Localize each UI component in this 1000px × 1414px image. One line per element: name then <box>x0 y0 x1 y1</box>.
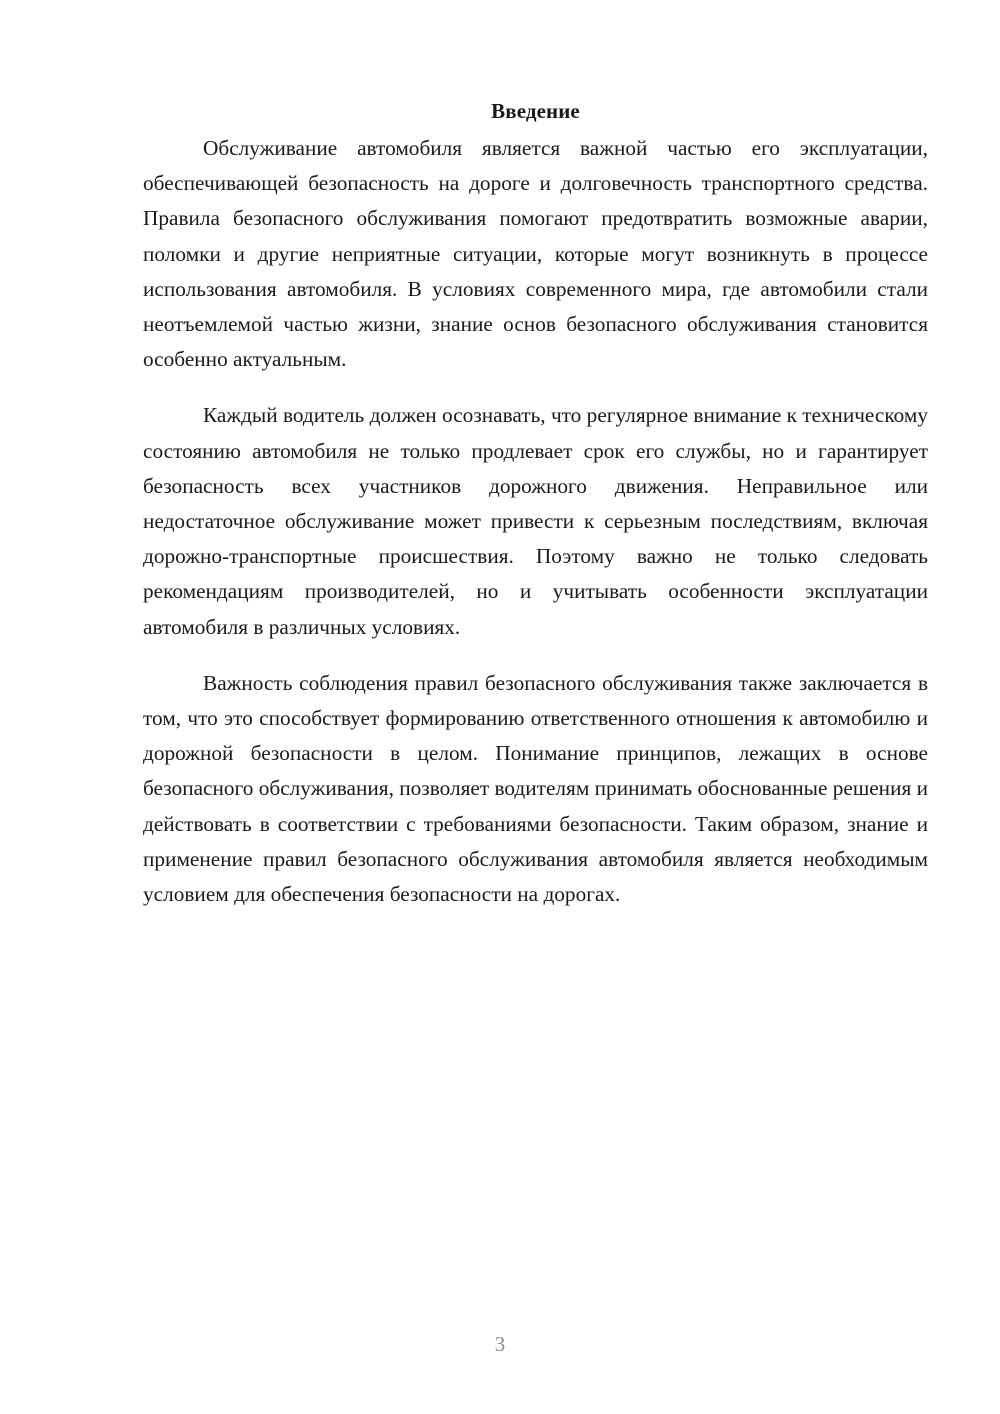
page-title: Введение <box>491 99 580 123</box>
paragraph-2: Каждый водитель должен осознавать, что регулярное внимание к техническому состоянию автомобиля не только продлевает срок его службы, но и гарантирует безопасность всех участников дорожного движения. Неправильное или недостаточное обслуживание может привести к серьезным последствиям, включая дорожно-транспортные происшествия. Поэтому важно не только следовать рекомендациям производителей, но и учитывать особенности эксплуатации автомобиля в различных условиях. <box>143 403 928 639</box>
paragraph-3: Важность соблюдения правил безопасного обслуживания также заключается в том, что это способствует формированию ответственного отношения к автомобилю и дорожной безопасности в целом. Понимание принципов, лежащих в основе безопасного обслуживания, позволяет водителям принимать обоснованные решения и действовать в соответствии с требованиями безопасности. Таким образом, знание и применение правил безопасного обслуживания автомобиля является необходимым условием для обеспечения безопасности на дорогах. <box>143 670 928 907</box>
document-body <box>143 95 928 933</box>
page-number: 3 <box>494 1332 506 1356</box>
paragraph-1: Обслуживание автомобиля является важной частью его эксплуатации, обеспечивающей безопасность на дороге и долговечность транспортного средства. Правила безопасного обслуживания помогают предотвратить возможные аварии, поломки и другие неприятные ситуации, которые могут возникнуть в процессе использования автомобиля. В условиях современного мира, где автомобили стали неотъемлемой частью жизни, знание основ безопасного обслуживания становится особенно актуальным. <box>143 136 928 372</box>
